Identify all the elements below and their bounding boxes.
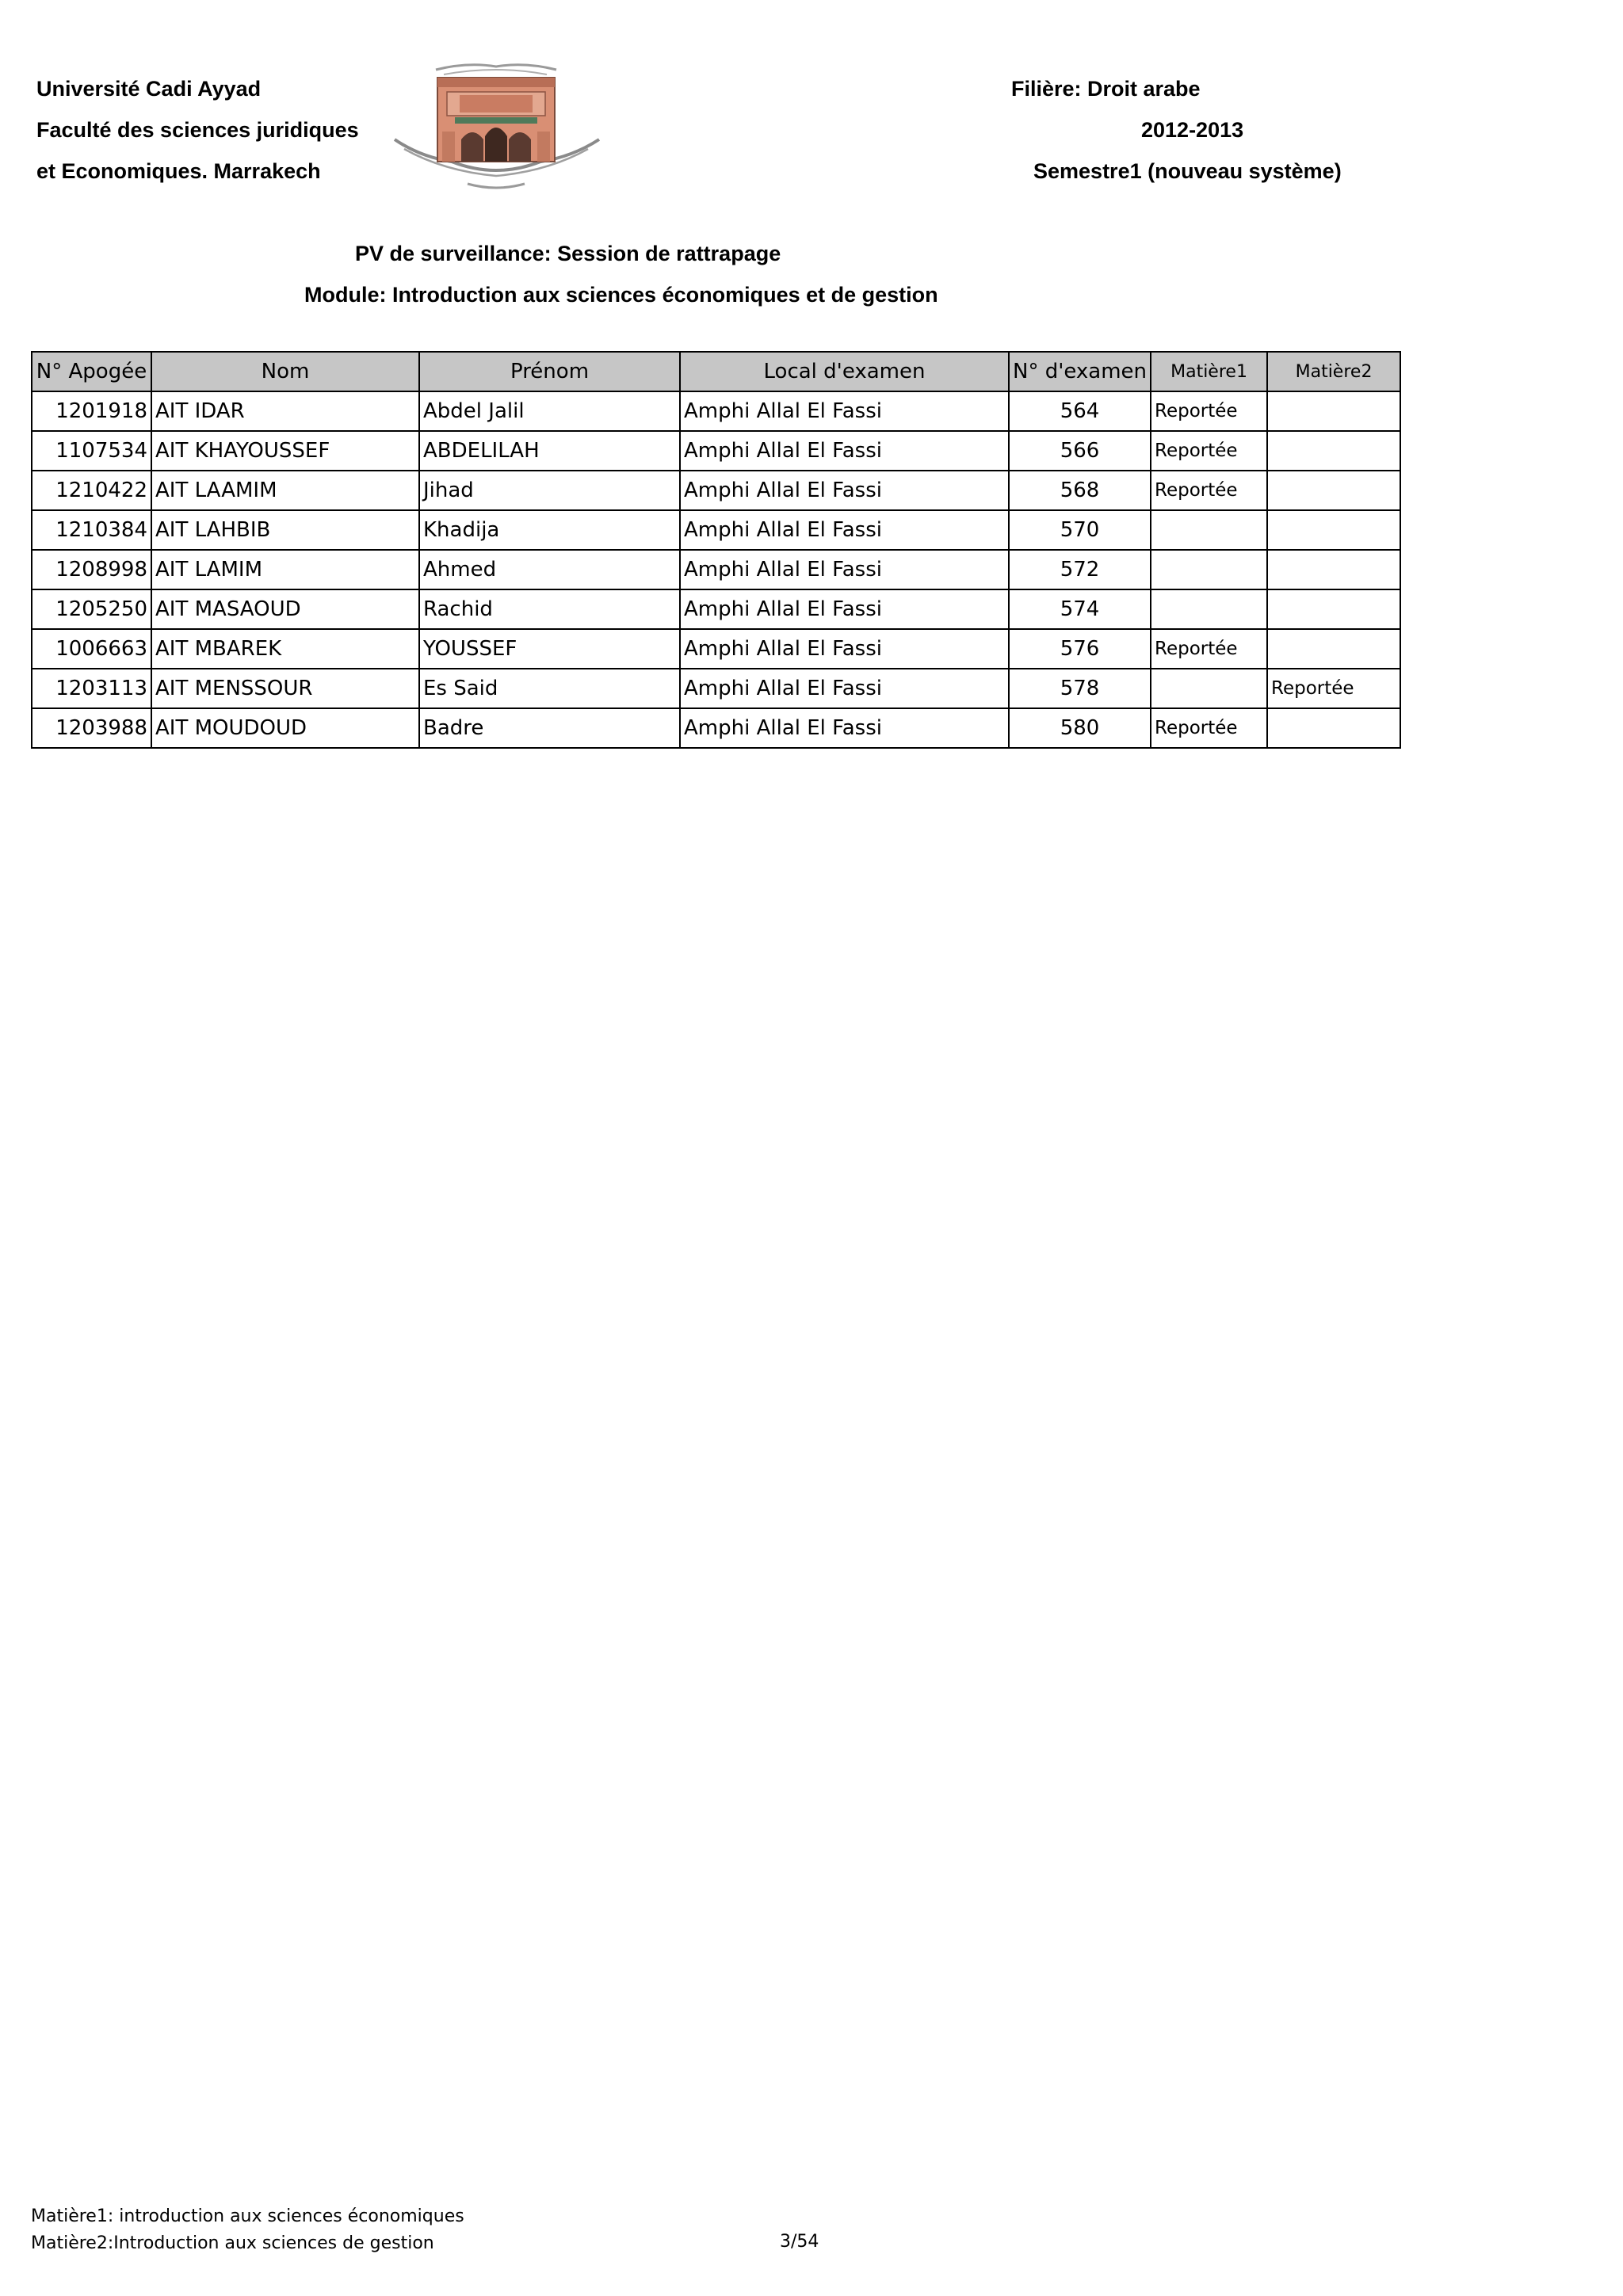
cell-local: Amphi Allal El Fassi [680,550,1009,589]
university-name: Université Cadi Ayyad [36,77,262,101]
table-row [32,391,1400,431]
cell-apogee: 1210384 [32,510,151,550]
cell-matiere2 [1267,391,1400,431]
cell-matiere1 [1151,669,1267,708]
cell-local: Amphi Allal El Fassi [680,708,1009,748]
cell-apogee: 1203113 [32,669,151,708]
cell-nom: AIT LAHBIB [151,510,419,550]
cell-matiere2 [1267,471,1400,510]
table-row [32,629,1400,669]
faculty-name: Faculté des sciences juridiques [36,118,359,142]
cell-exam-number: 568 [1009,471,1151,510]
cell-prenom: YOUSSEF [419,629,680,669]
footnote-matiere1: Matière1: introduction aux sciences économiques [31,2206,464,2226]
cell-matiere2 [1267,589,1400,629]
table-row [32,510,1400,550]
cell-exam-number: 572 [1009,550,1151,589]
page-number: 3/54 [780,2232,819,2252]
cell-nom: AIT IDAR [151,391,419,431]
semester: Semestre1 (nouveau système) [1033,159,1342,183]
cell-nom: AIT LAAMIM [151,471,419,510]
col-header-prenom: Prénom [419,352,680,391]
cell-local: Amphi Allal El Fassi [680,510,1009,550]
cell-matiere1: Reportée [1151,431,1267,471]
cell-matiere2 [1267,431,1400,471]
col-header-apogee: N° Apogée [32,352,151,391]
cell-local: Amphi Allal El Fassi [680,589,1009,629]
cell-matiere1 [1151,510,1267,550]
cell-exam-number: 564 [1009,391,1151,431]
cell-apogee: 1203988 [32,708,151,748]
academic-year: 2012-2013 [1141,118,1244,142]
cell-matiere1: Reportée [1151,629,1267,669]
table-row [32,550,1400,589]
pv-title: PV de surveillance: Session de rattrapage [355,242,781,265]
cell-prenom: Abdel Jalil [419,391,680,431]
cell-exam-number: 574 [1009,589,1151,629]
cell-local: Amphi Allal El Fassi [680,391,1009,431]
cell-nom: AIT MASAOUD [151,589,419,629]
cell-exam-number: 578 [1009,669,1151,708]
cell-prenom: Badre [419,708,680,748]
col-header-exam-number: N° d'examen [1009,352,1151,391]
filiere: Filière: Droit arabe [1011,77,1201,101]
table-row [32,669,1400,708]
cell-apogee: 1107534 [32,431,151,471]
cell-exam-number: 566 [1009,431,1151,471]
cell-apogee: 1006663 [32,629,151,669]
cell-matiere2 [1267,550,1400,589]
table-row [32,708,1400,748]
cell-exam-number: 570 [1009,510,1151,550]
cell-matiere2 [1267,510,1400,550]
col-header-matiere1: Matière1 [1151,352,1267,391]
footnote-matiere2: Matière2:Introduction aux sciences de gestion [31,2233,434,2253]
faculty-city: et Economiques. Marrakech [36,159,321,183]
cell-local: Amphi Allal El Fassi [680,471,1009,510]
col-header-local: Local d'examen [680,352,1009,391]
cell-nom: AIT MENSSOUR [151,669,419,708]
table-row [32,431,1400,471]
cell-local: Amphi Allal El Fassi [680,431,1009,471]
cell-apogee: 1201918 [32,391,151,431]
cell-local: Amphi Allal El Fassi [680,669,1009,708]
cell-matiere1: Reportée [1151,391,1267,431]
col-header-matiere2: Matière2 [1267,352,1400,391]
table-row [32,471,1400,510]
cell-apogee: 1210422 [32,471,151,510]
cell-nom: AIT KHAYOUSSEF [151,431,419,471]
cell-matiere1: Reportée [1151,708,1267,748]
cell-local: Amphi Allal El Fassi [680,629,1009,669]
cell-prenom: Rachid [419,589,680,629]
cell-nom: AIT MOUDOUD [151,708,419,748]
surveillance-table [31,351,1401,749]
cell-matiere2 [1267,708,1400,748]
cell-matiere1 [1151,550,1267,589]
cell-apogee: 1208998 [32,550,151,589]
table-header-row [32,352,1400,391]
cell-prenom: Es Said [419,669,680,708]
cell-apogee: 1205250 [32,589,151,629]
cell-prenom: Ahmed [419,550,680,589]
cell-exam-number: 580 [1009,708,1151,748]
cell-matiere2 [1267,629,1400,669]
cell-matiere1: Reportée [1151,471,1267,510]
cell-prenom: Jihad [419,471,680,510]
cell-nom: AIT MBAREK [151,629,419,669]
table-row [32,589,1400,629]
cell-matiere2: Reportée [1267,669,1400,708]
university-logo [388,60,604,196]
cell-prenom: Khadija [419,510,680,550]
cell-exam-number: 576 [1009,629,1151,669]
cell-nom: AIT LAMIM [151,550,419,589]
col-header-nom: Nom [151,352,419,391]
module-title: Module: Introduction aux sciences économiques et de gestion [304,283,938,307]
cell-prenom: ABDELILAH [419,431,680,471]
cell-matiere1 [1151,589,1267,629]
